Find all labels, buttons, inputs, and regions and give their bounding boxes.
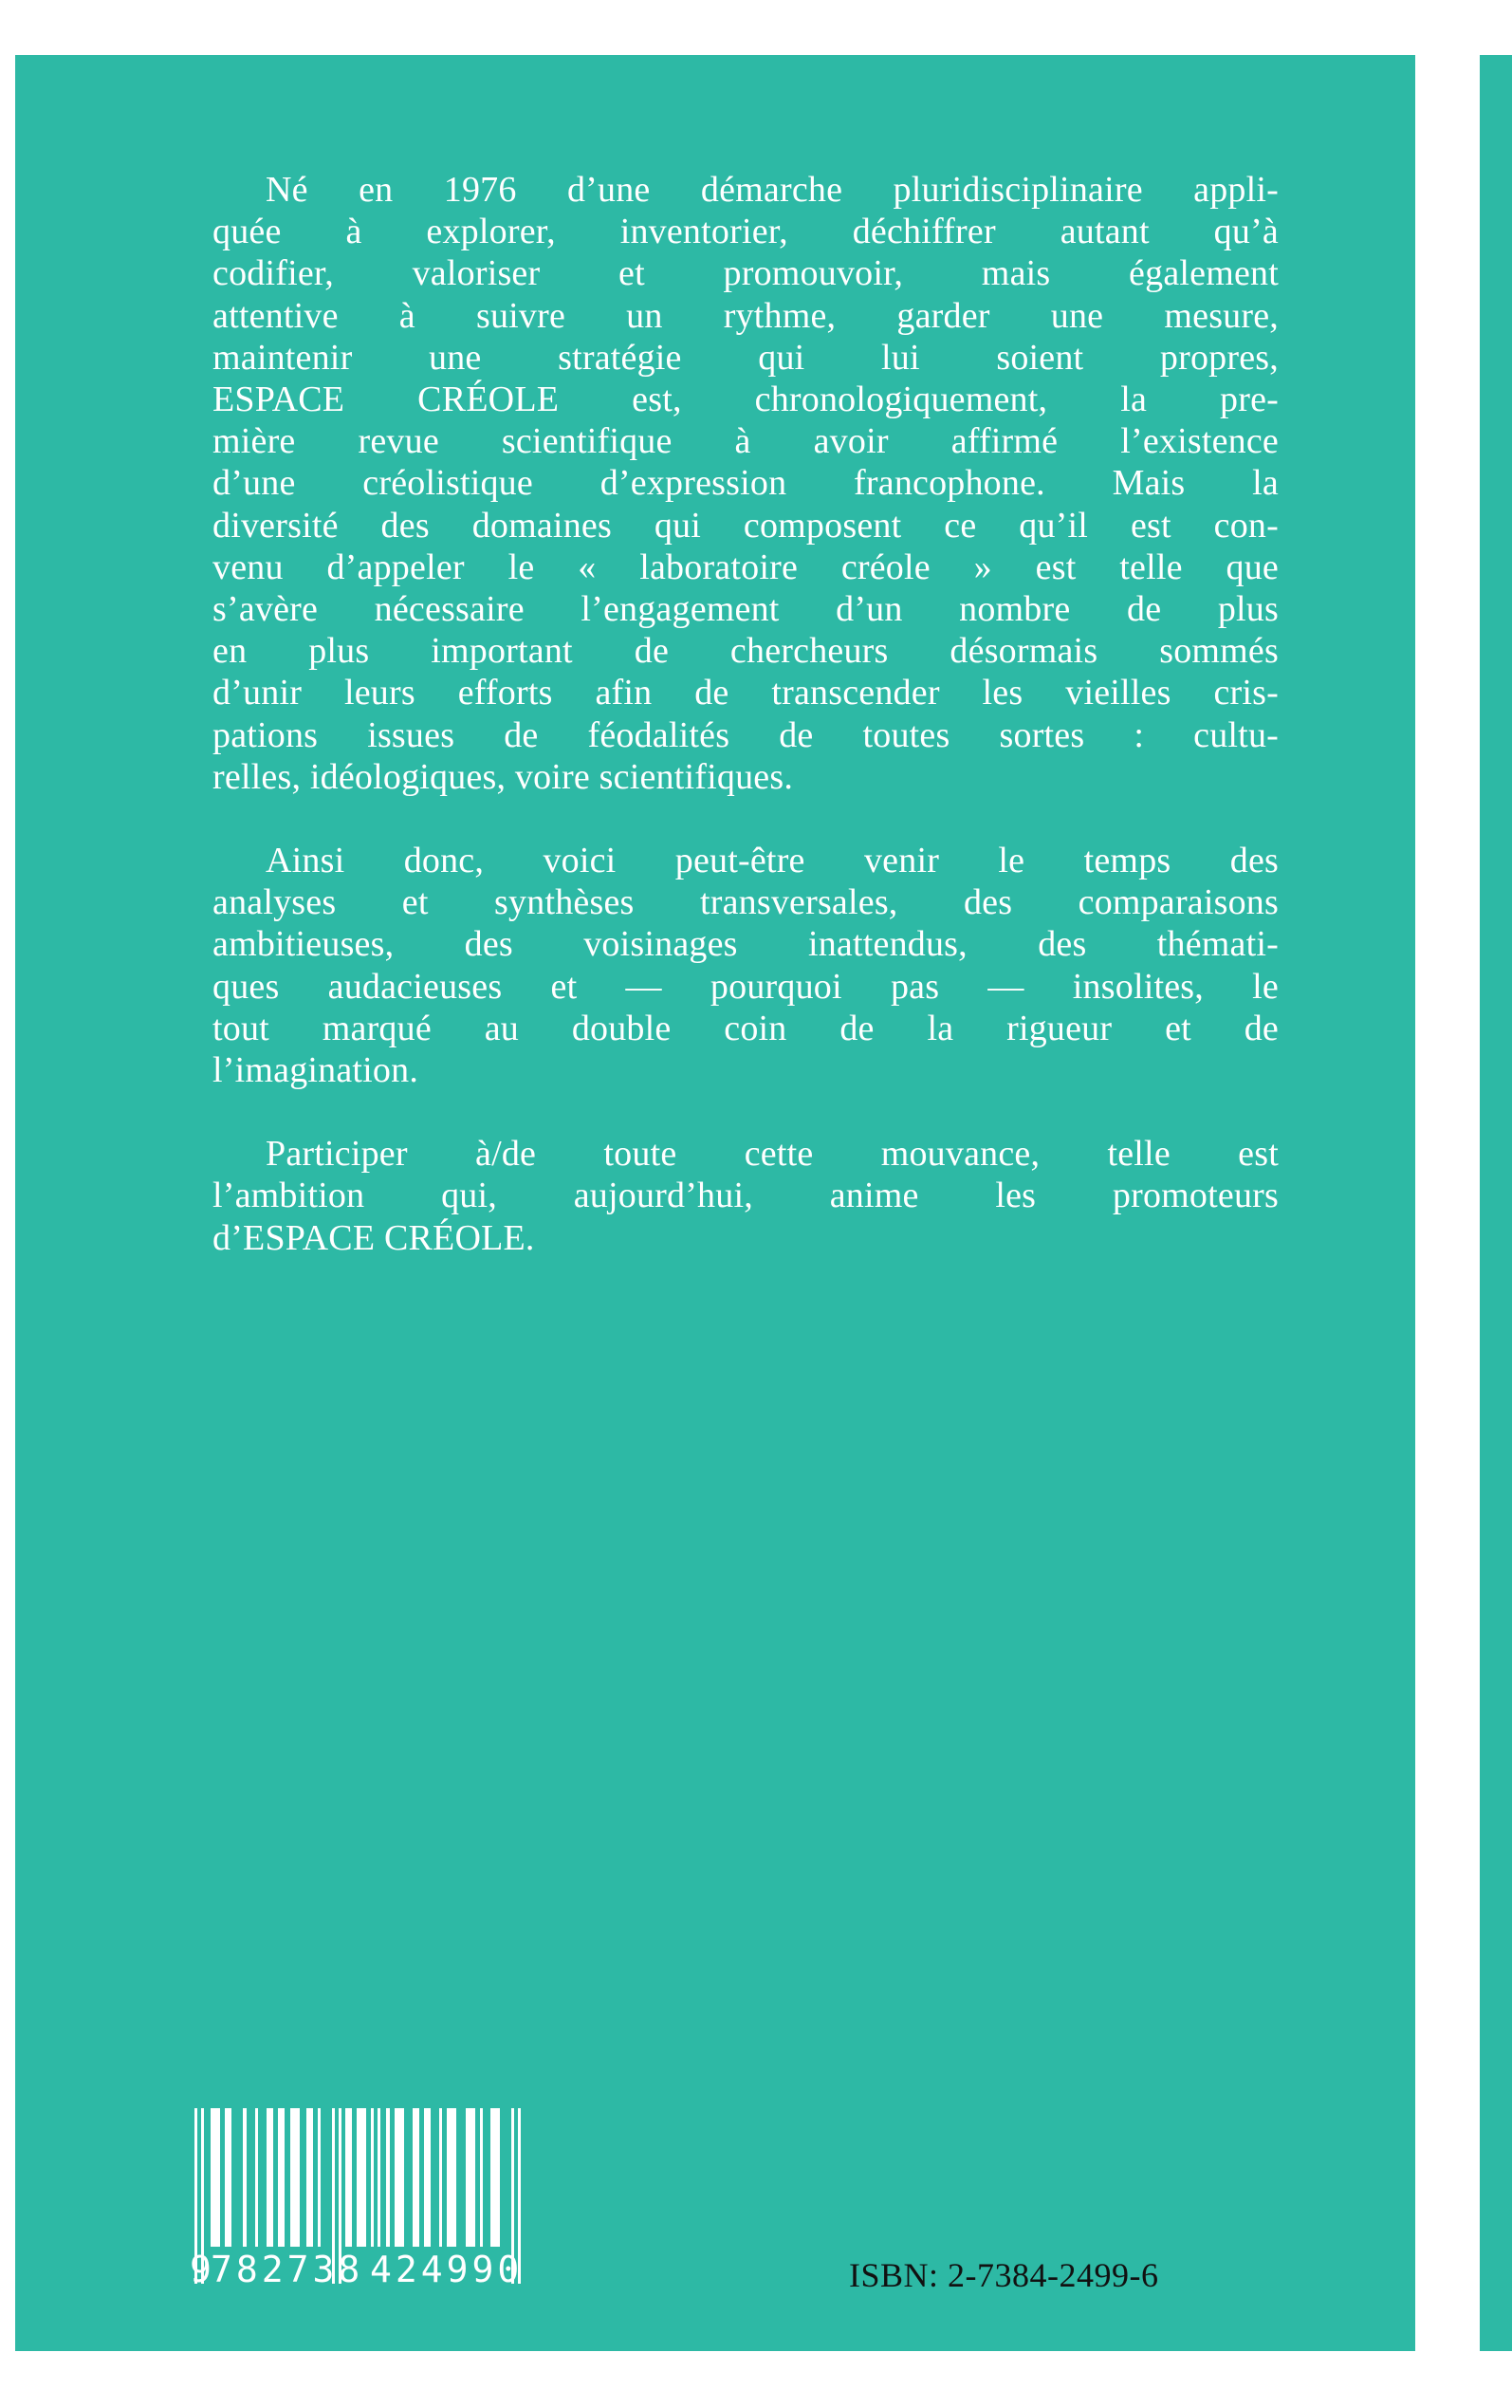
- text-line: Né en 1976 d’une démarche pluridisciplinaire appli-: [266, 170, 1279, 210]
- text-line: quée à explorer, inventorier, déchiffrer autant qu’à: [212, 212, 1279, 252]
- blurb-text: [212, 169, 1279, 1301]
- text-line: maintenir une stratégie qui lui soient propres,: [212, 337, 1279, 378]
- barcode-group-2: 424990: [370, 2249, 524, 2290]
- text-line: codifier, valoriser et promouvoir, mais également: [212, 253, 1279, 294]
- barcode-number: [190, 2251, 531, 2288]
- text-line: d’ESPACE CRÉOLE.: [212, 1217, 535, 1258]
- text-line: d’une créolistique d’expression francophone. Mais la: [212, 463, 1279, 504]
- text-line: d’unir leurs efforts afin de transcender les vieilles cris-: [212, 673, 1279, 713]
- text-line: ESPACE CRÉOLE est, chronologiquement, la pre-: [212, 380, 1279, 420]
- text-line: Ainsi donc, voici peut-être venir le temps des: [266, 841, 1279, 881]
- text-line: Participer à/de toute cette mouvance, telle est: [266, 1134, 1279, 1175]
- barcode-lead-digit: 9: [190, 2249, 212, 2290]
- text-line: ambitieuses, des voisinages inattendus, des thémati-: [212, 924, 1279, 965]
- text-line: en plus important de chercheurs désormais sommés: [212, 631, 1279, 672]
- text-line: l’ambition qui, aujourd’hui, anime les promoteurs: [212, 1176, 1279, 1216]
- text-line: ques audacieuses et — pourquoi pas — insolites, le: [212, 966, 1279, 1007]
- text-line: diversité des domaines qui composent ce qu’il est con-: [212, 505, 1279, 546]
- text-line: tout marqué au double coin de la rigueur et de: [212, 1008, 1279, 1048]
- text-line: l’imagination.: [212, 1050, 419, 1091]
- barcode-group-1: 782738: [211, 2249, 364, 2290]
- barcode: [190, 2108, 531, 2288]
- paragraph-3: [212, 1133, 1279, 1259]
- spine-edge-strip: [1480, 55, 1512, 2351]
- isbn-label: ISBN: 2-7384-2499-6: [849, 2256, 1159, 2294]
- text-line: pations issues de féodalités de toutes sortes : cultu-: [212, 714, 1279, 755]
- text-line: s’avère nécessaire l’engagement d’un nombre de plus: [212, 589, 1279, 630]
- text-line: attentive à suivre un rythme, garder une mesure,: [212, 295, 1279, 336]
- paragraph-2: [212, 840, 1279, 1091]
- text-line: mière revue scientifique à avoir affirmé l’existence: [212, 421, 1279, 462]
- text-line: relles, idéologiques, voire scientifiques.: [212, 756, 794, 797]
- text-line: analyses et synthèses transversales, des comparaisons: [212, 882, 1279, 923]
- text-line: venu d’appeler le « laboratoire créole » est telle que: [212, 546, 1279, 587]
- paragraph-1: [212, 169, 1279, 798]
